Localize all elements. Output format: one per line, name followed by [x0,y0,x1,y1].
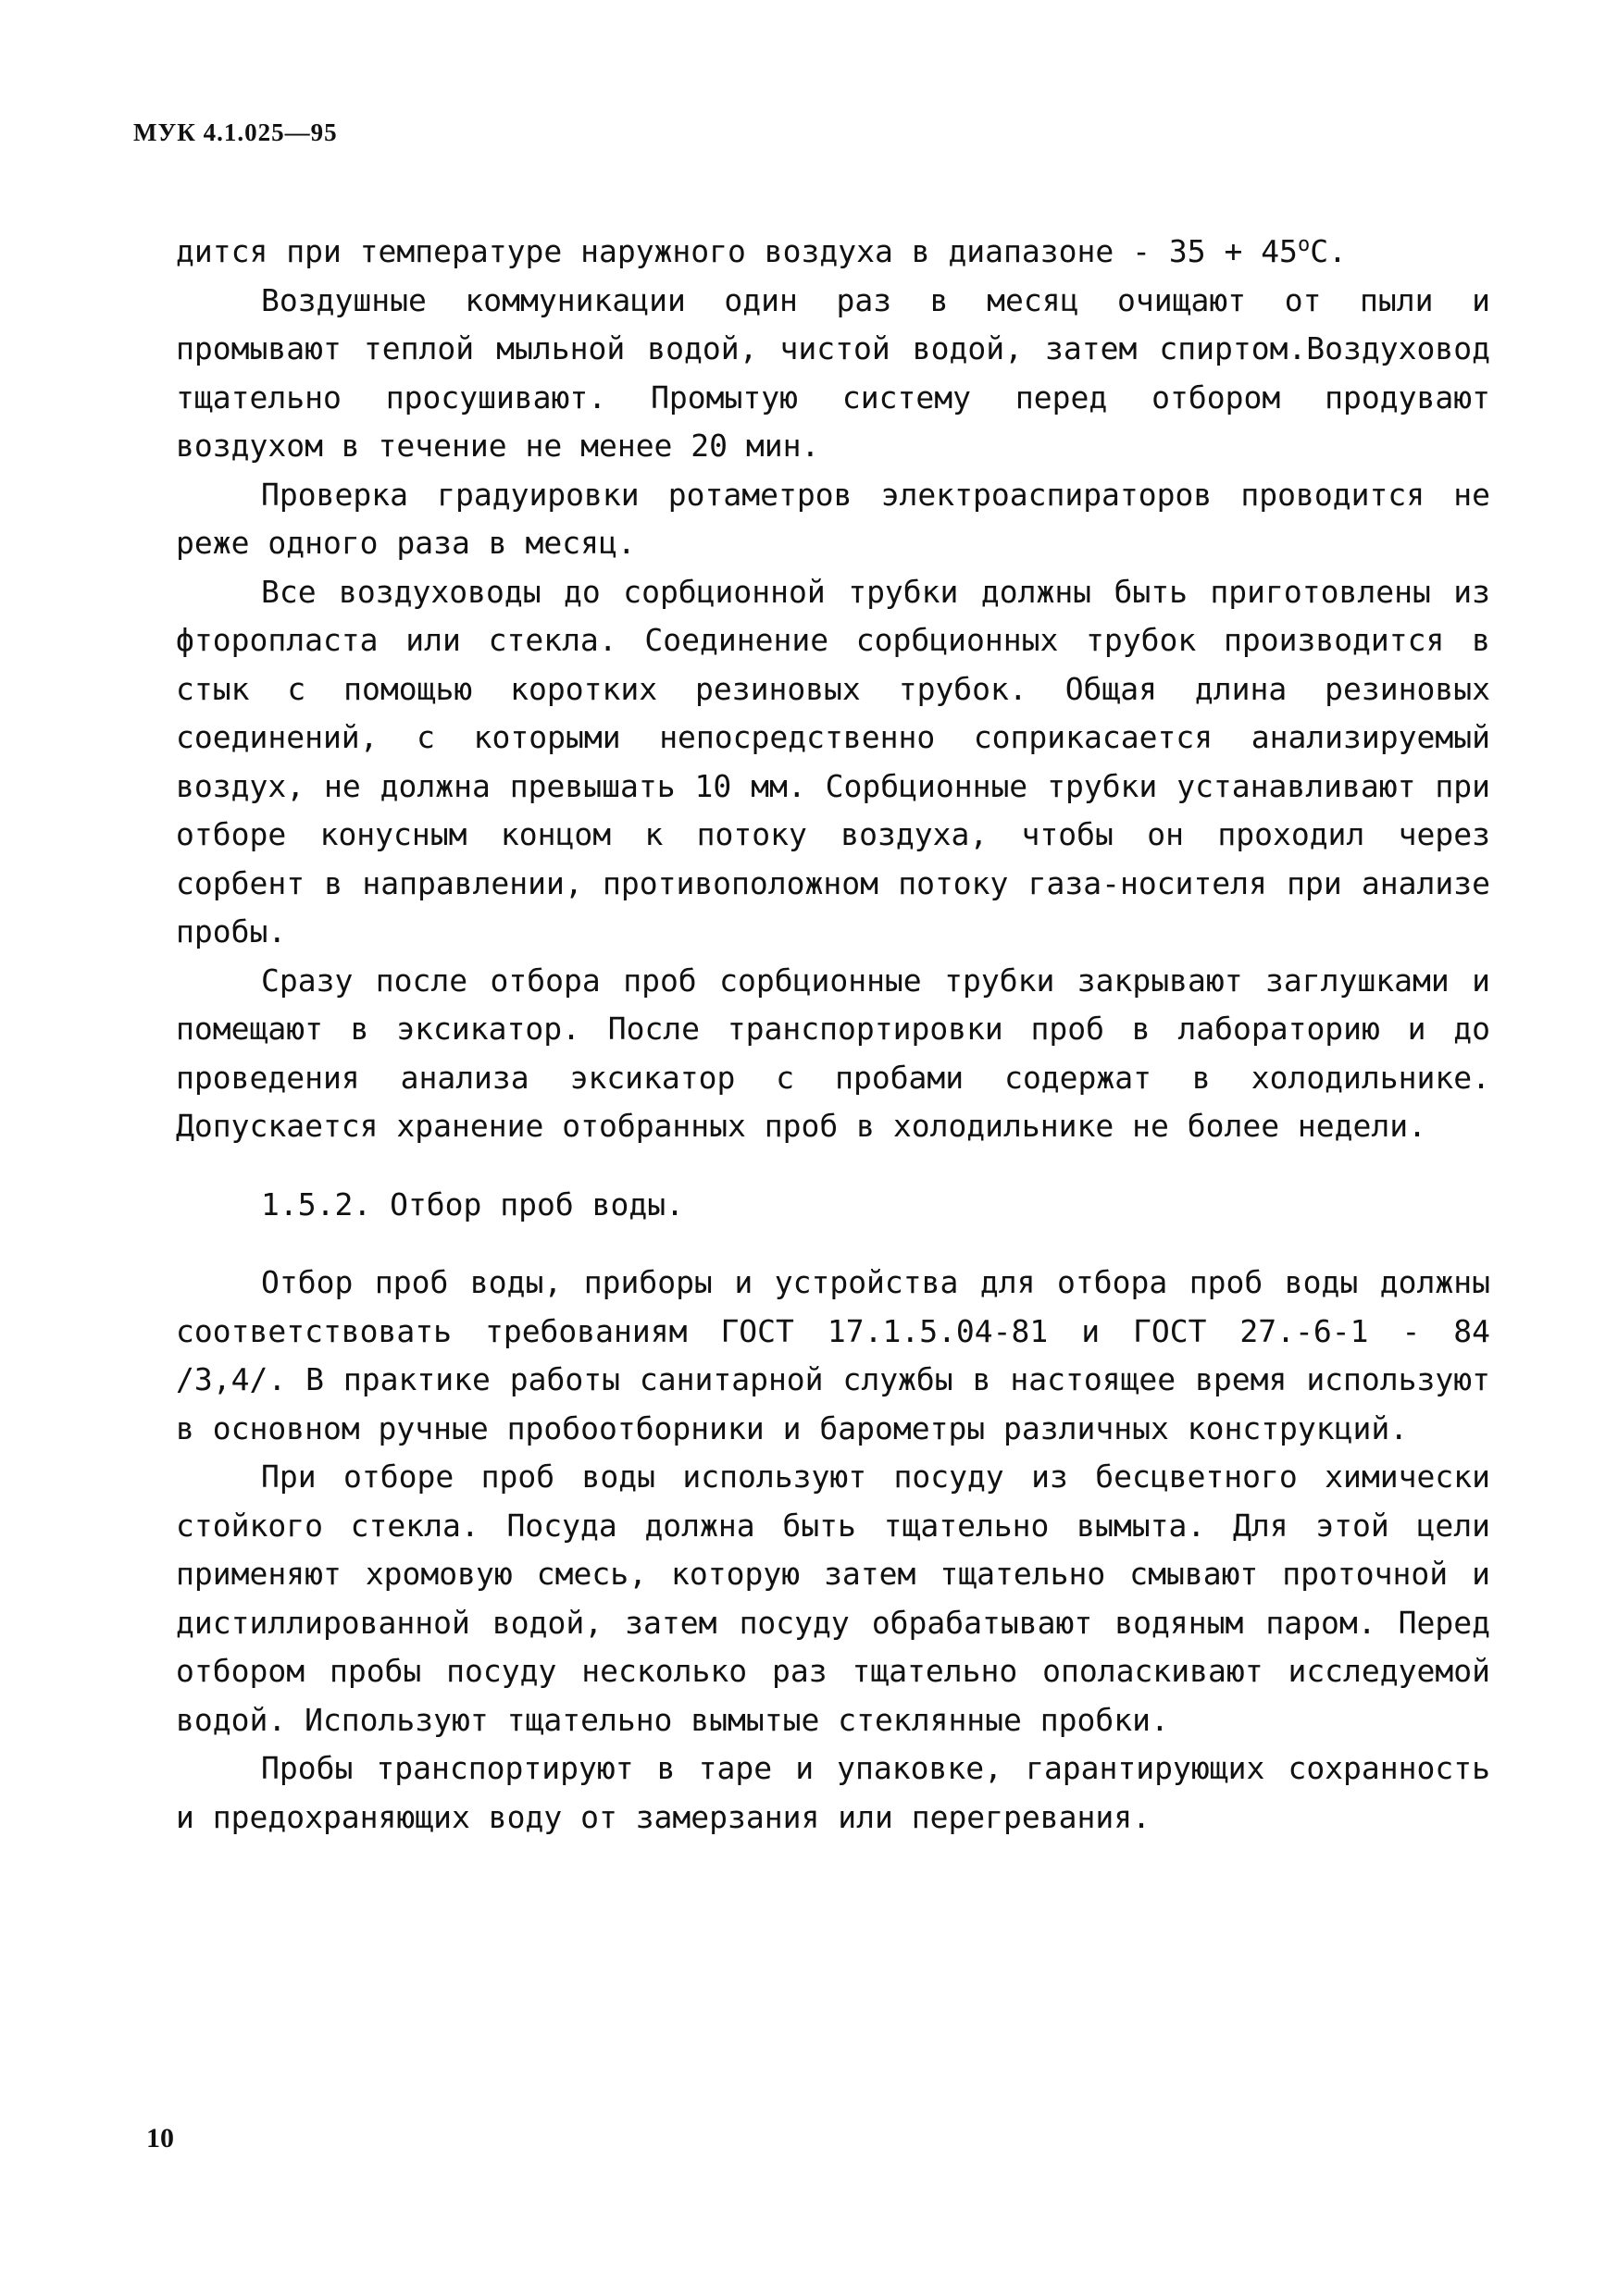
section-heading-water-sampling: 1.5.2. Отбор проб воды. [261,1185,684,1222]
document-body [176,228,1490,1842]
paragraph-glassware: При отборе проб воды используют посуду из бесцветного химически стойкого стекла. Посуда должна быть тщательно вымыта. Для этой цели применяют хромовую смесь, которую затем тщательно смывают проточной и дистиллированной водой, затем посуду обрабатывают водяным паром. Перед отбором пробы посуду несколько раз тщательно ополаскивают исследуемой водой. Используют тщательно вымытые стеклянные пробки. [176,1458,1490,1738]
page-number: 10 [146,2123,174,2153]
paragraph-rotameter-check: Проверка градуировки ротаметров электроаспираторов проводится не реже одного раза в месяц. [176,476,1490,561]
paragraph-transport: Пробы транспортируют в таре и упаковке, гарантирующих сохранность и предохраняющих воду от замерзания или перегревания. [176,1750,1490,1835]
paragraph-text: дится при температуре наружного воздуха в диапазоне - 35 + 45 [176,233,1298,269]
paragraph-water-sampling-requirements: Отбор проб воды, приборы и устройства для отбора проб воды должны соответствовать требованиям ГОСТ 17.1.5.04-81 и ГОСТ 27.-6-1 - 84 /3,4/. В практике работы санитарной службы в настоящее время используют в основном ручные пробоотборники и барометры различных конструкций. [176,1264,1490,1446]
paragraph-sample-storage: Сразу после отбора проб сорбционные трубки закрывают заглушками и помещают в эксикатор. После транспортировки проб в лабораторию и до проведения анализа эксикатор с пробами содержат в холодильнике. Допускается хранение отобранных проб в холодильнике не более недели. [176,962,1490,1144]
paragraph-air-lines-cleaning: Воздушные коммуникации один раз в месяц очищают от пыли и промывают теплой мыльной водой, чистой водой, затем спиртом.Воздуховод тщательно просушивают. Промытую систему перед отбором продувают воздухом в течение не менее 20 мин. [176,281,1490,464]
paragraph-continuation [176,228,1490,277]
document-code-header: МУК 4.1.025—95 [133,118,338,146]
paragraph-air-ducts: Все воздуховоды до сорбционной трубки должны быть приготовлены из фторопласта или стекла. Соединение сорбционных трубок производится в стык с помощью коротких резиновых трубок. Общая длина резиновых соединений, с которыми непосредственно соприкасается анализируемый воздух, не должна превышать 10 мм. Сорбционные трубки устанавливают при отборе конусным концом к потоку воздуха, чтобы он проходил через сорбент в направлении, противоположном потоку газа-носителя при анализе пробы. [176,573,1490,949]
degree-sign: о [1297,233,1311,256]
paragraph-text: С. [1310,233,1347,269]
